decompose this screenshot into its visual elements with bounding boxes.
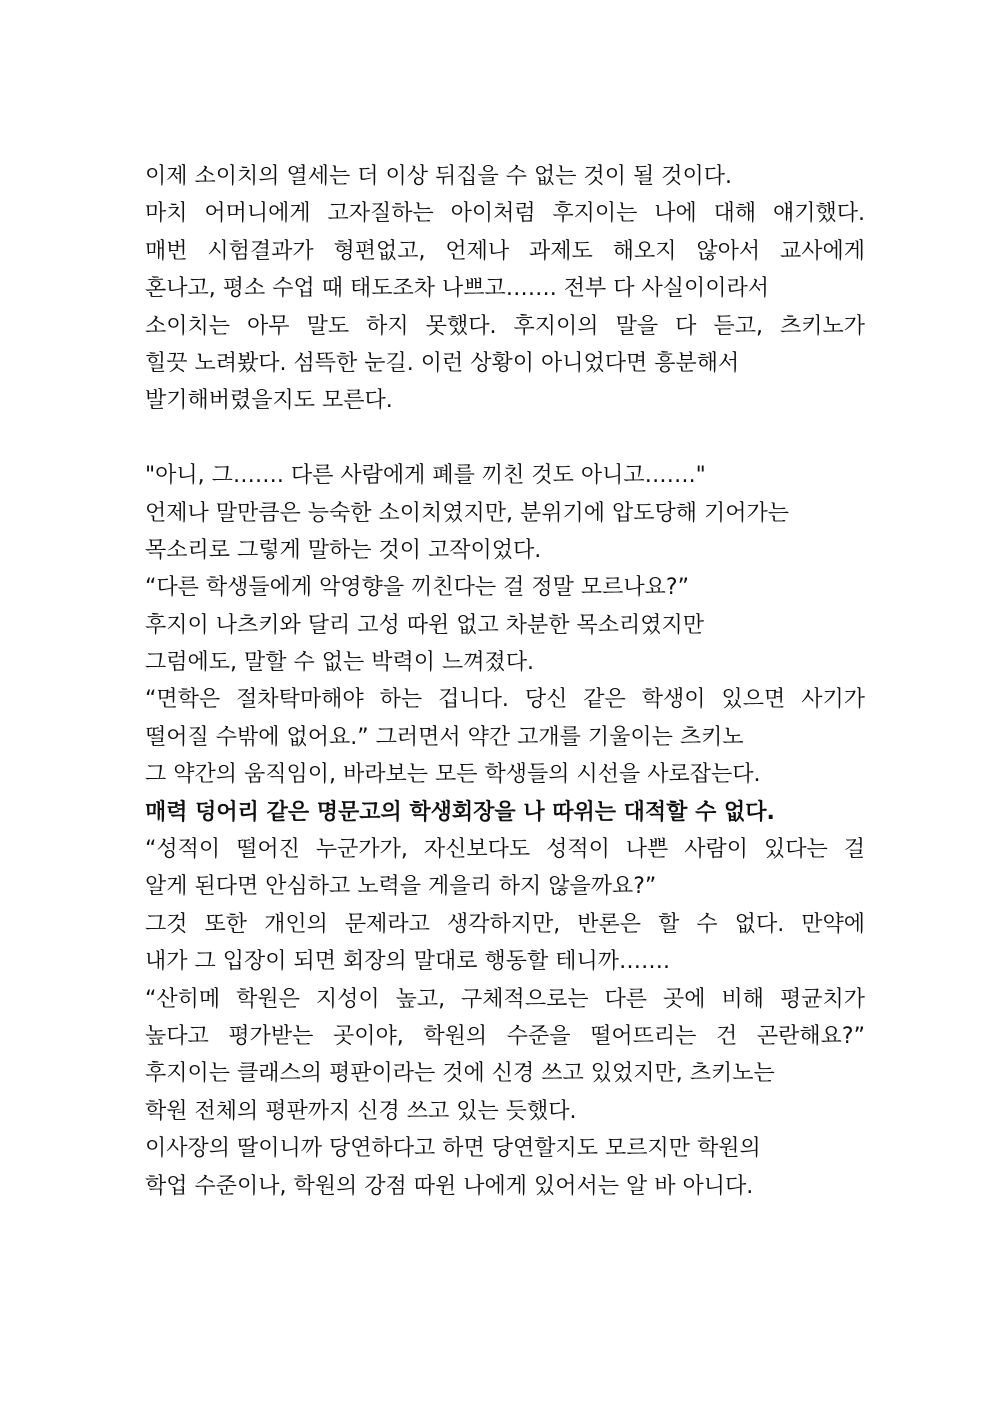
text-line: 그 약간의 움직임이, 바라보는 모든 학생들의 시선을 사로잡는다. bbox=[145, 762, 761, 788]
text-line: 언제나 말만큼은 능숙한 소이치였지만, 분위기에 압도당해 기어가는 bbox=[145, 500, 790, 526]
text-line: 알게 된다면 안심하고 노력을 게을리 하지 않을까요?” bbox=[145, 874, 657, 900]
text-line: 그것 또한 개인의 문제라고 생각하지만, 반론은 할 수 없다. 만약에 bbox=[145, 911, 865, 937]
text-line: “성적이 떨어진 누군가가, 자신보다도 성적이 나쁜 사람이 있다는 걸 bbox=[145, 837, 865, 863]
text-line: 발기해버렸을지도 모른다. bbox=[145, 388, 393, 414]
text-line: 학원 전체의 평판까지 신경 쓰고 있는 듯했다. bbox=[145, 1098, 577, 1124]
text-line-bold: 매력 덩어리 같은 명문고의 학생회장을 나 따위는 대적할 수 없다. bbox=[145, 799, 775, 825]
body-text bbox=[145, 158, 865, 1205]
text-line: 목소리로 그렇게 말하는 것이 고작이었다. bbox=[145, 537, 542, 563]
text-line: 소이치는 아무 말도 하지 못했다. 후지이의 말을 다 듣고, 츠키노가 bbox=[145, 313, 865, 339]
text-line: 후지이 나츠키와 달리 고성 따윈 없고 차분한 목소리였지만 bbox=[145, 612, 705, 638]
text-line: 매번 시험결과가 형편없고, 언제나 과제도 해오지 않아서 교사에게 bbox=[145, 238, 865, 264]
text-line: 학업 수준이나, 학원의 강점 따윈 나에게 있어서는 알 바 아니다. bbox=[145, 1173, 754, 1199]
text-line: 떨어질 수밖에 없어요.” 그러면서 약간 고개를 기울이는 츠키노 bbox=[145, 724, 744, 750]
text-line: 높다고 평가받는 곳이야, 학원의 수준을 떨어뜨리는 건 곤란해요?” bbox=[145, 1023, 865, 1049]
text-line: 힐끗 노려봤다. 섬뜩한 눈길. 이런 상황이 아니었다면 흥분해서 bbox=[145, 350, 740, 376]
text-line: 이사장의 딸이니까 당연하다고 하면 당연할지도 모르지만 학원의 bbox=[145, 1136, 761, 1162]
text-line: 그럼에도, 말할 수 없는 박력이 느껴졌다. bbox=[145, 650, 534, 676]
text-line: 내가 그 입장이 되면 회장의 말대로 행동할 테니까……. bbox=[145, 949, 670, 975]
text-line: “다른 학생들에게 악영향을 끼친다는 걸 정말 모르나요?” bbox=[145, 575, 689, 601]
text-line: “면학은 절차탁마해야 하는 겁니다. 당신 같은 학생이 있으면 사기가 bbox=[145, 687, 865, 713]
text-line: 혼나고, 평소 수업 때 태도조차 나쁘고……. 전부 다 사실이이라서 bbox=[145, 276, 769, 302]
paragraph-break bbox=[145, 420, 865, 457]
text-line: 마치 어머니에게 고자질하는 아이처럼 후지이는 나에 대해 얘기했다. bbox=[145, 201, 865, 227]
text-line: 후지이는 클래스의 평판이라는 것에 신경 쓰고 있었지만, 츠키노는 bbox=[145, 1061, 775, 1087]
text-line: “산히메 학원은 지성이 높고, 구체적으로는 다른 곳에 비해 평균치가 bbox=[145, 986, 865, 1012]
text-line: 이제 소이치의 열세는 더 이상 뒤집을 수 없는 것이 될 것이다. bbox=[145, 164, 732, 189]
text-line: "아니, 그……. 다른 사람에게 폐를 끼친 것도 아니고……." bbox=[145, 463, 706, 489]
